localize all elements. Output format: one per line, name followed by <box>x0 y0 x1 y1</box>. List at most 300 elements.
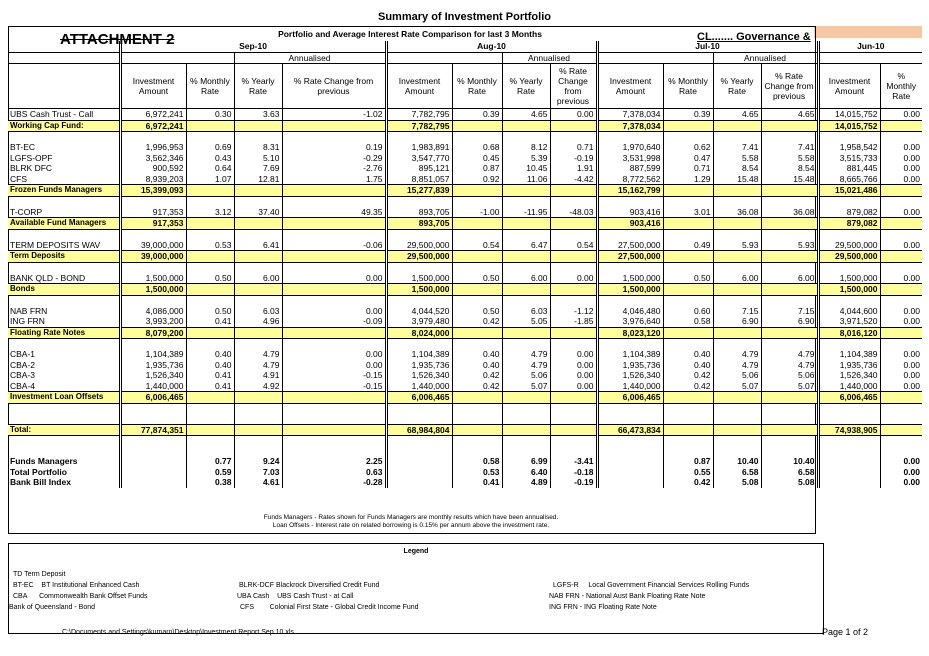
table-row <box>8 456 922 467</box>
table-cell <box>234 327 282 339</box>
table-cell <box>502 120 550 132</box>
table-cell: 8,851,057 <box>386 174 452 185</box>
col-monthly-rate: % Monthly Rate <box>880 64 922 109</box>
table-cell <box>761 327 818 339</box>
table-cell: 5.07 <box>761 381 818 392</box>
table-cell: 0.40 <box>452 349 502 360</box>
table-cell <box>186 284 234 296</box>
table-cell: -0.15 <box>282 381 386 392</box>
table-cell: 29,500,000 <box>818 240 880 251</box>
table-cell: 4.65 <box>502 109 550 121</box>
table-cell: 0.00 <box>550 273 597 284</box>
col-investment-amount: Investment Amount <box>597 64 663 109</box>
table-cell: 1,104,389 <box>818 349 880 360</box>
table-cell <box>502 251 550 263</box>
col-yearly-rate: % Yearly Rate <box>234 64 282 109</box>
table-cell: 6,972,241 <box>120 109 186 121</box>
table-cell: 0.42 <box>452 381 502 392</box>
table-cell: 4.79 <box>502 349 550 360</box>
spacer-row <box>8 436 922 447</box>
row-label: UBS Cash Trust - Call <box>10 109 94 120</box>
table-cell: 6.00 <box>761 273 818 284</box>
table-cell: 9.24 <box>234 456 282 467</box>
col-rate-change: % Rate Change from previous <box>282 64 386 109</box>
table-cell: 0.59 <box>186 467 234 478</box>
month-sep: Sep-10 <box>120 41 386 52</box>
legend-title: Legend <box>403 548 429 555</box>
spacer-row <box>8 132 922 143</box>
table-cell: 0.41 <box>186 316 234 327</box>
table-cell: 0.00 <box>282 306 386 317</box>
table-cell: 5.39 <box>502 153 550 164</box>
table-cell: 4,044,600 <box>818 306 880 317</box>
table-cell: 3,979,480 <box>386 316 452 327</box>
row-label: ING FRN <box>10 316 45 327</box>
table-row <box>8 207 922 218</box>
table-cell: 1,440,000 <box>120 381 186 392</box>
table-cell: -11.95 <box>502 207 550 218</box>
table-cell: 6.90 <box>713 316 761 327</box>
table-cell: 4.65 <box>761 109 818 121</box>
table-cell: 4.79 <box>713 349 761 360</box>
table-cell: -1.02 <box>282 109 386 121</box>
table-cell: 6.00 <box>713 273 761 284</box>
table-cell: 1,500,000 <box>818 273 880 284</box>
table-cell: 49.35 <box>282 207 386 218</box>
spacer-row <box>8 262 922 273</box>
table-cell <box>550 424 597 436</box>
table-cell: 8,024,000 <box>386 327 452 339</box>
table-cell <box>818 467 880 478</box>
table-cell: 0.69 <box>186 142 234 153</box>
table-cell <box>880 185 922 197</box>
table-row <box>8 240 922 251</box>
table-cell: 4.91 <box>234 370 282 381</box>
table-cell <box>234 424 282 436</box>
table-cell: 4,044,520 <box>386 306 452 317</box>
table-cell: -1.00 <box>452 207 502 218</box>
table-cell: 10.45 <box>502 163 550 174</box>
table-cell: 0.40 <box>663 349 713 360</box>
legend-item: CFS Colonial First State - Global Credit Income Fund <box>240 604 419 611</box>
table-cell <box>234 120 282 132</box>
table-cell: 0.00 <box>880 316 922 327</box>
table-cell: 0.54 <box>452 240 502 251</box>
table-cell: 6.58 <box>713 467 761 478</box>
table-cell: 1,526,340 <box>597 370 663 381</box>
table-cell: 14,015,752 <box>818 120 880 132</box>
table-cell: -0.28 <box>282 477 386 488</box>
row-label: Total Portfolio <box>10 466 67 477</box>
table-cell: 0.47 <box>663 153 713 164</box>
table-cell: 0.40 <box>186 360 234 371</box>
table-cell: 39,000,000 <box>120 251 186 263</box>
table-cell: 6.40 <box>502 467 550 478</box>
row-label: CBA-3 <box>10 370 36 381</box>
table-cell <box>713 185 761 197</box>
table-cell <box>120 456 186 467</box>
table-cell: 1,970,640 <box>597 142 663 153</box>
table-cell: 0.41 <box>452 477 502 488</box>
row-label: CFS <box>10 173 27 184</box>
table-cell: 887,599 <box>597 163 663 174</box>
table-cell: 0.41 <box>186 381 234 392</box>
legend-item: UBA Cash UBS Cash Trust - at Call <box>237 593 354 600</box>
table-cell: 0.40 <box>663 360 713 371</box>
table-cell: 0.00 <box>880 370 922 381</box>
col-monthly-rate: % Monthly Rate <box>186 64 234 109</box>
table-cell: 0.71 <box>550 142 597 153</box>
table-cell <box>502 392 550 404</box>
table-cell <box>818 477 880 488</box>
table-cell: 0.00 <box>880 153 922 164</box>
table-cell: 895,121 <box>386 163 452 174</box>
subtotal-row <box>8 392 922 404</box>
col-yearly-rate: % Yearly Rate <box>502 64 550 109</box>
table-cell: 0.00 <box>282 273 386 284</box>
table-cell: 8.54 <box>761 163 818 174</box>
table-cell <box>386 467 452 478</box>
table-cell <box>597 456 663 467</box>
table-cell: 0.00 <box>880 349 922 360</box>
row-label: Frozen Funds Managers <box>8 185 120 197</box>
page-title: Summary of Investment Portfolio <box>378 11 551 23</box>
header-blank <box>8 41 120 52</box>
table-cell: 5.10 <box>234 153 282 164</box>
table-cell: 3.12 <box>186 207 234 218</box>
table-cell: 0.87 <box>663 456 713 467</box>
table-cell: 1,500,000 <box>386 284 452 296</box>
table-cell: 0.00 <box>880 163 922 174</box>
table-row <box>8 477 922 488</box>
table-cell: 0.42 <box>663 370 713 381</box>
annualised-row <box>8 52 922 64</box>
row-label: CBA-1 <box>10 349 36 360</box>
table-cell: 0.50 <box>186 273 234 284</box>
table-cell: 879,082 <box>818 207 880 218</box>
row-label: Total: <box>8 424 120 436</box>
table-cell: 1,500,000 <box>120 284 186 296</box>
table-cell: 900,592 <box>120 163 186 174</box>
table-cell <box>663 392 713 404</box>
table-cell: 2.25 <box>282 456 386 467</box>
table-cell: 29,500,000 <box>818 251 880 263</box>
table-cell: -0.06 <box>282 240 386 251</box>
table-cell <box>761 185 818 197</box>
table-cell: 0.41 <box>186 370 234 381</box>
table-cell <box>452 185 502 197</box>
portfolio-table <box>8 41 922 488</box>
table-cell: 0.00 <box>550 381 597 392</box>
table-cell: 6.03 <box>234 306 282 317</box>
table-cell: 6.00 <box>502 273 550 284</box>
table-cell: -1.85 <box>550 316 597 327</box>
row-label: BT-EC <box>10 142 36 153</box>
table-cell: 8,939,203 <box>120 174 186 185</box>
table-cell <box>761 424 818 436</box>
table-cell: 5.05 <box>502 316 550 327</box>
table-cell: 0.39 <box>663 109 713 121</box>
table-cell: -0.19 <box>550 153 597 164</box>
month-jun: Jun-10 <box>818 41 922 52</box>
table-cell <box>502 185 550 197</box>
table-cell <box>234 251 282 263</box>
table-cell <box>713 424 761 436</box>
table-cell <box>282 424 386 436</box>
table-cell: 8,023,120 <box>597 327 663 339</box>
table-cell <box>880 218 922 230</box>
row-label: LGFS-OPF <box>10 152 53 163</box>
table-cell: 39,000,000 <box>120 240 186 251</box>
table-cell: 3.01 <box>663 207 713 218</box>
table-cell: 5.93 <box>761 240 818 251</box>
table-cell: 0.00 <box>282 360 386 371</box>
table-cell: 4.79 <box>234 349 282 360</box>
table-cell: 4.61 <box>234 477 282 488</box>
table-cell: 1,526,340 <box>386 370 452 381</box>
table-cell: 1,500,000 <box>120 273 186 284</box>
spacer-row <box>8 229 922 240</box>
col-rate-change: % Rate Change from previous <box>761 64 818 109</box>
table-cell: 1.91 <box>550 163 597 174</box>
table-row <box>8 306 922 317</box>
table-cell: 903,416 <box>597 207 663 218</box>
table-cell: 1,935,736 <box>597 360 663 371</box>
row-label: Working Cap Fund: <box>8 120 120 132</box>
col-investment-amount: Investment Amount <box>818 64 880 109</box>
table-cell <box>282 327 386 339</box>
row-label: Funds Managers <box>10 456 78 467</box>
table-row <box>8 142 922 153</box>
table-cell: 10.40 <box>761 456 818 467</box>
subtotal-row <box>8 284 922 296</box>
subtotal-row <box>8 327 922 339</box>
table-cell <box>663 185 713 197</box>
table-cell: 68,984,804 <box>386 424 452 436</box>
table-cell: 7,782,795 <box>386 120 452 132</box>
table-cell: 0.50 <box>186 306 234 317</box>
attachment-label: ATTACHMENT 2 <box>60 31 175 48</box>
table-cell: 15,277,839 <box>386 185 452 197</box>
table-cell: 1,104,389 <box>597 349 663 360</box>
table-cell: 0.00 <box>880 109 922 121</box>
legend-item: NAB FRN - National Aust Bank Floating Rate Note <box>549 593 706 600</box>
table-cell <box>186 185 234 197</box>
table-cell: 36.08 <box>761 207 818 218</box>
table-cell <box>120 477 186 488</box>
table-cell <box>597 477 663 488</box>
col-monthly-rate: % Monthly Rate <box>663 64 713 109</box>
report-subtitle: Portfolio and Average Interest Rate Comparison for last 3 Months <box>278 29 542 39</box>
table-cell <box>234 185 282 197</box>
table-cell <box>234 218 282 230</box>
table-cell: 0.77 <box>186 456 234 467</box>
table-cell: 7.15 <box>713 306 761 317</box>
table-cell <box>386 456 452 467</box>
table-cell <box>713 284 761 296</box>
table-cell <box>713 218 761 230</box>
table-cell: 4,086,000 <box>120 306 186 317</box>
table-cell: 15,021,486 <box>818 185 880 197</box>
table-cell: 0.00 <box>550 370 597 381</box>
table-cell <box>452 327 502 339</box>
table-cell: 3.63 <box>234 109 282 121</box>
col-yearly-rate: % Yearly Rate <box>713 64 761 109</box>
table-cell <box>452 251 502 263</box>
table-cell: 903,416 <box>597 218 663 230</box>
table-cell: 1.75 <box>282 174 386 185</box>
table-cell: 0.60 <box>663 306 713 317</box>
table-cell: 1,526,340 <box>818 370 880 381</box>
table-cell: 0.42 <box>663 381 713 392</box>
row-label: Investment Loan Offsets <box>8 392 120 404</box>
table-cell: 7,378,034 <box>597 120 663 132</box>
table-cell: 5.06 <box>761 370 818 381</box>
annualised-aug: Annualised <box>502 52 597 64</box>
table-cell <box>282 392 386 404</box>
row-label: Bonds <box>8 284 120 296</box>
table-cell: 1,104,389 <box>120 349 186 360</box>
table-cell: 1,440,000 <box>386 381 452 392</box>
table-cell: 0.53 <box>186 240 234 251</box>
legend-item: Bank of Queensland - Bond <box>9 604 96 611</box>
table-cell: 0.92 <box>452 174 502 185</box>
subtotal-row <box>8 251 922 263</box>
table-cell: 4.92 <box>234 381 282 392</box>
table-cell: 4.79 <box>761 349 818 360</box>
annualised-jul: Annualised <box>713 52 818 64</box>
legend-item: CBA Commonwealth Bank Offset Funds <box>13 593 148 600</box>
table-row <box>8 381 922 392</box>
table-cell: 893,705 <box>386 218 452 230</box>
table-row <box>8 109 922 121</box>
table-cell <box>713 392 761 404</box>
table-cell: 5.06 <box>502 370 550 381</box>
table-cell: 0.40 <box>186 349 234 360</box>
table-cell: 8,016,120 <box>818 327 880 339</box>
table-cell <box>452 424 502 436</box>
table-cell <box>713 120 761 132</box>
table-cell: 6.58 <box>761 467 818 478</box>
table-cell <box>186 218 234 230</box>
table-cell: 15.48 <box>713 174 761 185</box>
table-cell: 4.79 <box>234 360 282 371</box>
table-cell: 3,976,640 <box>597 316 663 327</box>
spacer-row <box>8 403 922 414</box>
row-label: T-CORP <box>10 206 43 217</box>
table-cell <box>818 456 880 467</box>
table-cell: 6.90 <box>761 316 818 327</box>
table-cell: 0.00 <box>282 349 386 360</box>
table-cell: 0.55 <box>663 467 713 478</box>
table-cell: 1,526,340 <box>120 370 186 381</box>
table-cell <box>761 251 818 263</box>
spacer-row <box>8 339 922 350</box>
subtotal-row <box>8 185 922 197</box>
file-path: C:\Documents and Settings\kumarn\Desktop\Investment Report Sep 10.xls <box>62 629 294 636</box>
table-cell: 6,006,465 <box>597 392 663 404</box>
table-cell: 6,972,241 <box>120 120 186 132</box>
spacer-row <box>8 414 922 425</box>
table-cell: 0.00 <box>880 273 922 284</box>
table-cell: 0.00 <box>880 477 922 488</box>
month-header-row <box>8 41 922 52</box>
table-cell: 0.54 <box>550 240 597 251</box>
table-cell: 8,772,562 <box>597 174 663 185</box>
table-cell: -3.41 <box>550 456 597 467</box>
table-cell: 1,935,736 <box>818 360 880 371</box>
table-cell: 5.07 <box>502 381 550 392</box>
table-cell <box>663 327 713 339</box>
table-row <box>8 163 922 174</box>
table-cell <box>234 392 282 404</box>
table-cell <box>761 392 818 404</box>
table-cell: 1,935,736 <box>386 360 452 371</box>
table-cell <box>550 218 597 230</box>
table-cell: 8,079,200 <box>120 327 186 339</box>
table-cell: 6.41 <box>234 240 282 251</box>
table-cell: 0.42 <box>452 316 502 327</box>
table-cell: 0.00 <box>880 142 922 153</box>
table-cell: 1.07 <box>186 174 234 185</box>
table-cell: 4.65 <box>713 109 761 121</box>
table-cell <box>880 424 922 436</box>
table-cell: 29,500,000 <box>386 240 452 251</box>
legend-item: BLRK-DCF Blackrock Diversified Credit Fund <box>239 582 380 589</box>
table-row <box>8 174 922 185</box>
legend-item: LGFS-R Local Government Financial Services Rolling Funds <box>553 582 750 589</box>
table-cell: 0.00 <box>880 360 922 371</box>
row-label: BLRK DFC <box>10 163 53 174</box>
legend-item: BT-EC BT Institutional Enhanced Cash <box>13 582 140 589</box>
table-cell: 3,515,733 <box>818 153 880 164</box>
table-cell: 0.87 <box>452 163 502 174</box>
table-cell: 74,938,905 <box>818 424 880 436</box>
table-cell <box>550 120 597 132</box>
table-cell: 29,500,000 <box>386 251 452 263</box>
table-cell: 7,782,795 <box>386 109 452 121</box>
table-cell: 15,399,093 <box>120 185 186 197</box>
table-cell: 0.00 <box>550 349 597 360</box>
table-cell <box>761 120 818 132</box>
table-cell: 0.62 <box>663 142 713 153</box>
table-cell: 27,500,000 <box>597 240 663 251</box>
table-cell: 3,562,346 <box>120 153 186 164</box>
table-cell: -1.12 <box>550 306 597 317</box>
table-cell: 0.50 <box>452 306 502 317</box>
table-cell: 5.08 <box>713 477 761 488</box>
table-cell <box>186 424 234 436</box>
table-cell: 917,353 <box>120 207 186 218</box>
table-cell <box>234 284 282 296</box>
table-cell: 4.79 <box>713 360 761 371</box>
table-cell: 0.00 <box>880 174 922 185</box>
table-cell: 1,440,000 <box>818 381 880 392</box>
table-cell <box>452 392 502 404</box>
legend-item: ING FRN - ING Floating Rate Note <box>549 604 657 611</box>
table-cell <box>282 251 386 263</box>
table-cell: -0.19 <box>550 477 597 488</box>
table-cell: 0.43 <box>186 153 234 164</box>
table-cell <box>502 327 550 339</box>
month-aug: Aug-10 <box>386 41 597 52</box>
table-cell: 1,500,000 <box>597 284 663 296</box>
table-cell <box>713 327 761 339</box>
table-cell <box>550 392 597 404</box>
table-cell: 11.06 <box>502 174 550 185</box>
table-cell: 1.29 <box>663 174 713 185</box>
table-cell: 66,473,834 <box>597 424 663 436</box>
